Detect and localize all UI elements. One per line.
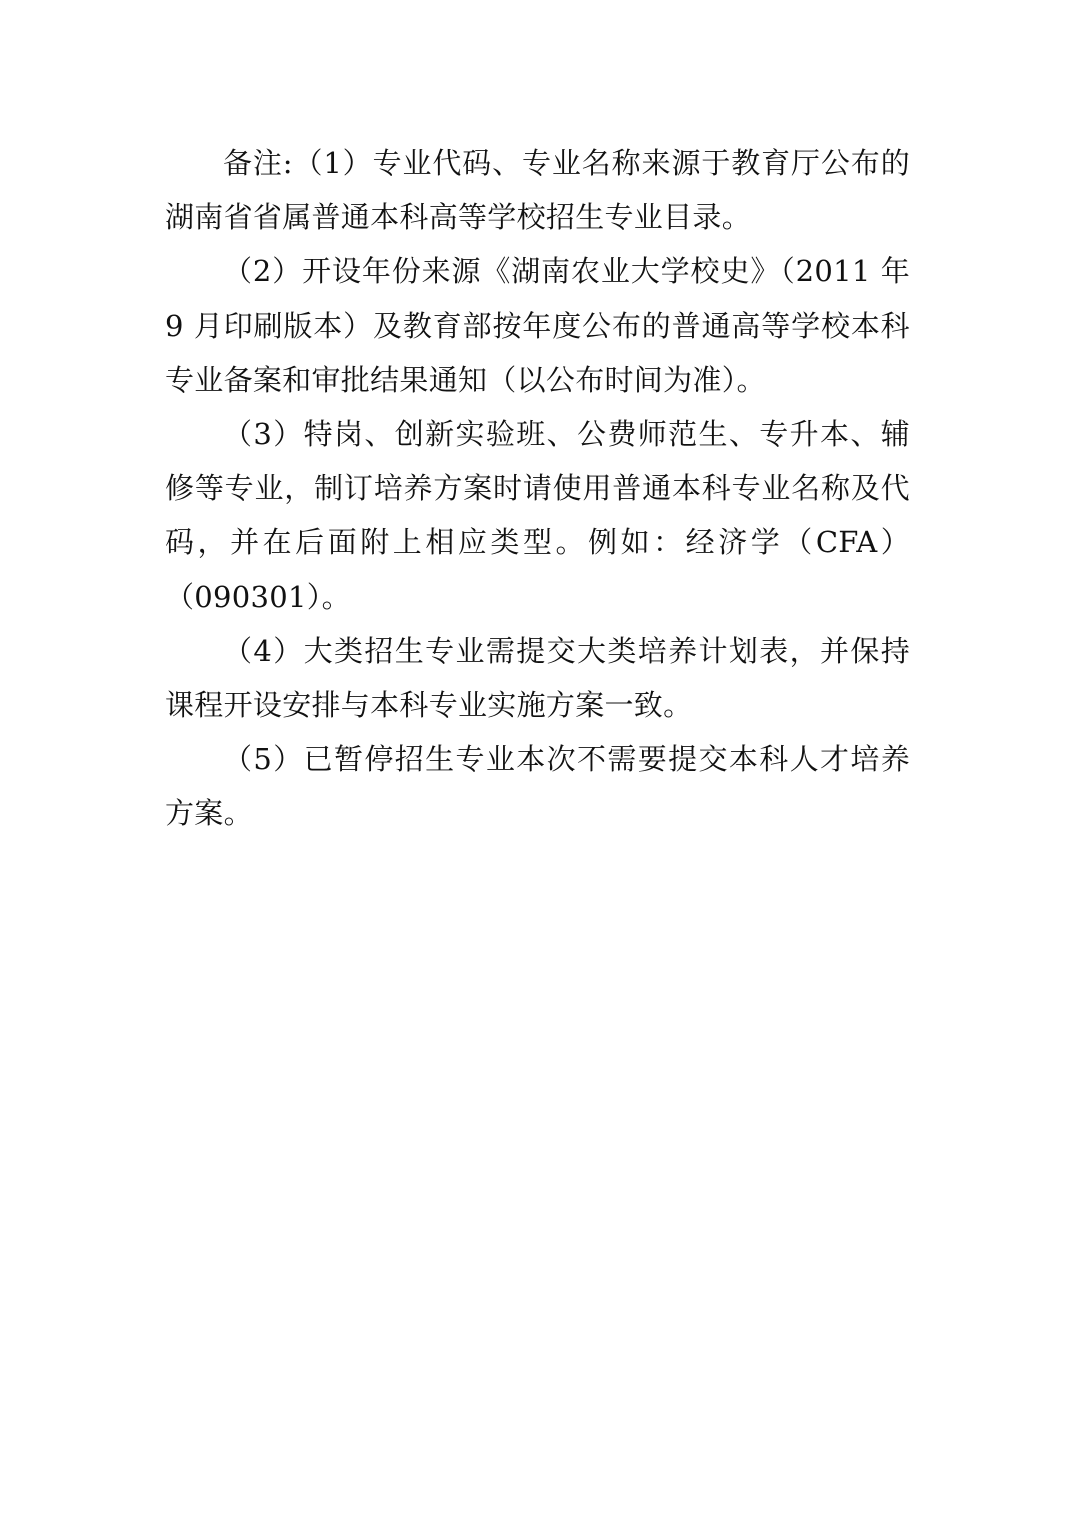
note-paragraph-1: 备注:（1）专业代码、专业名称来源于教育厅公布的湖南省省属普通本科高等学校招生专业目录。 <box>165 146 910 235</box>
note-paragraph-5: （5）已暂停招生专业本次不需要提交本科人才培养方案。 <box>165 742 910 831</box>
note-paragraph-2: （2）开设年份来源《湖南农业大学校史》（2011 年 9 月印刷版本）及教育部按年度公布的普通高等学校本科专业备案和审批结果通知（以公布时间为准）。 <box>165 254 910 397</box>
notes-section <box>165 136 910 841</box>
note-paragraph-4: （4）大类招生专业需提交大类培养计划表，并保持课程开设安排与本科专业实施方案一致。 <box>165 633 910 723</box>
note-paragraph-3: （3）特岗、创新实验班、公费师范生、专升本、辅修等专业，制订培养方案时请使用普通本科专业名称及代码，并在后面附上相应类型。例如：经济学（CFA）（090301）。 <box>165 417 910 614</box>
